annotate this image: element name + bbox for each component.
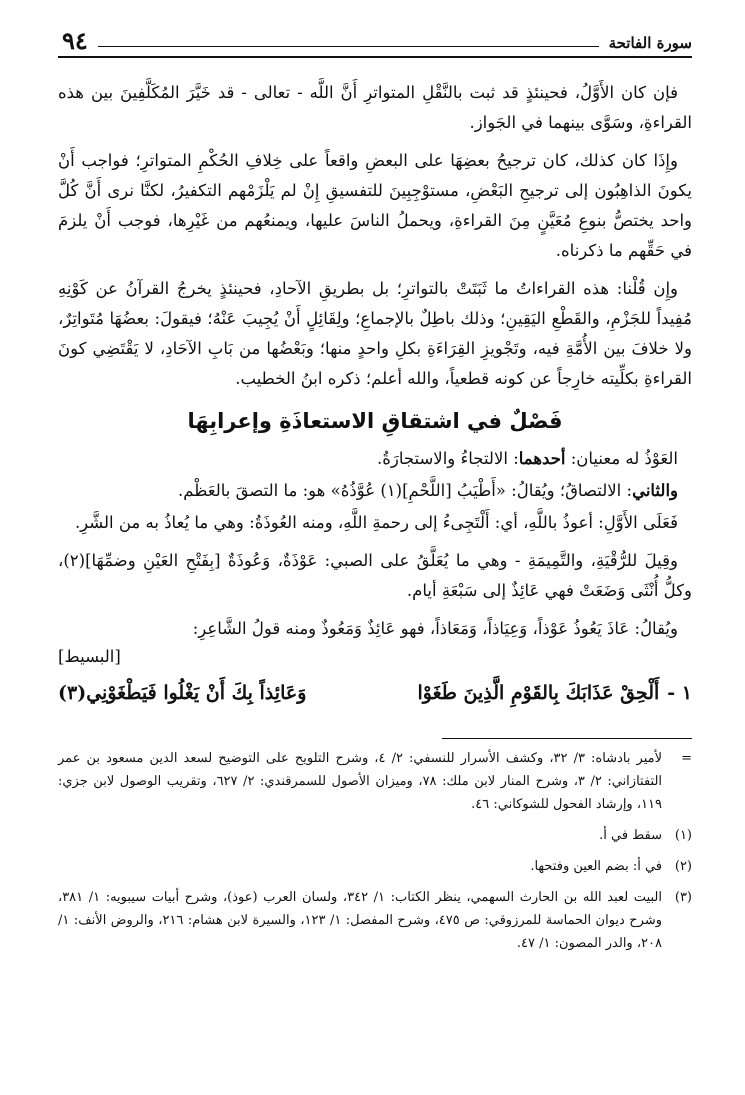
verse-hemistich-1: أَلْحِقْ عَذَابَكَ بِالقَوْمِ الَّذِينَ طَغَوْا [417,682,660,704]
footnote-marker: = [681,751,692,766]
footnote [58,886,692,955]
footnote-text: لأمير بادشاه: ٣/ ٣٢، وكشف الأسرار للنسفي: ٢/ ٤، وشرح التلويح على التوضيح لسعد الدين مسعود بن عمر التفتازاني: ٢/ ٣، وشرح المنار لابن ملك: ٧٨، وميزان الأصول للسمرقندي: ٢/ ٦٢٧، وتقريب الوصول لابن جزي: ١١٩، وإرشاد الفحول للشوكاني: ٤٦. [58,751,663,812]
footnote-text: في أ: بضم العين وفتحها. [530,859,662,874]
text-run: : الالتجاءُ والاستجارَةُ. [376,449,519,468]
surah-title: سورة الفاتحة [608,34,692,52]
footnote-marker: (٣) [674,890,692,905]
footnote-text: البيت لعبد الله بن الحارث السهمي، ينظر الكتاب: ١/ ٣٤٢، ولسان العرب (عوذ)، وشرح أبيات سيبويه: ١/ ٣٨١، وشرح ديوان الحماسة للمرزوقي: ص ٤٧٥، وشرح المفصل: ١/ ١٢٣، والسيرة لابن هشام: ٢١٦، والروض الأنف: ١/ ٢٠٨، والدر المصون: ١/ ٤٧. [58,890,663,951]
page-number: ٩٤ [62,26,88,55]
header-rule [98,46,599,47]
section-line [58,444,692,474]
bold-term: أحدهما [518,449,566,468]
section-line [58,476,692,506]
footnote [58,824,692,847]
paragraph: ويُقالُ: عَاذَ يَعُوذُ عَوْذاً، وَعِيَاذاً، وَمَعَاذاً، فهو عَائِذٌ وَمَعُوذٌ ومنه قولُ الشَّاعِرِ: [192,619,678,638]
bold-term: والثاني [632,481,678,500]
verse-hemistich-2: وَعَائِذاً بِكَ أَنْ يَغْلُوا فَيَطْغَوْنِي(٣) [57,682,307,704]
paragraph: وإِن قُلْنا: هذه القراءاتُ ما ثَبَتَتْ بالتواترِ؛ بل بطريقِ الآحادِ، فحينئذٍ يخرجُ القرآنُ عن كَوْنِهِ مُفِيداً للجَزْمِ، والقَطْعِ اليَقِينِ؛ وذلك باطِلٌ بالإجماعِ؛ ولِقَائِلٍ أَنْ يُجِيبَ عَنْهُ؛ فيقولَ: بعضُهَا مُتَواتِرٌ، ولا خلافَ بين الأُمَّةِ فيه، وتَجْويزِ القِرَاءَةِ بكلِ واحدٍ منها؛ وبَعْضُها من بَابِ الآحَادِ، لا يَقْتَضِي كونَ القراءةِ بكلِّيته خارِجاً عن كونه قطعياً، والله أعلم؛ ذكره ابنُ الخطيب. [58,279,692,388]
footnotes [58,747,692,955]
footnote-text: سقط في أ. [599,828,662,843]
section-title: فَصْلٌ في اشتقاقِ الاستعاذَةِ وإعرابِهَا [187,409,563,433]
poem-verse [58,676,692,710]
footnote-divider [442,738,692,739]
paragraph: فَعَلَى الأَوَّلِ: أعوذُ باللَّهِ، أي: أَلْتَجِىءُ إلى رحمةِ اللَّهِ، ومنه العُوذَةُ: وهي ما يُعاذُ به من الشَّرِ. [74,513,678,532]
text-run: : الالتصاقُ؛ ويُقالُ: «أَطْيَبُ [اللَّحْمِ](١) عُوَّذُهُ» هو: ما التصقَ بالعَظْم. [177,481,633,500]
paragraph: وقِيلَ للرُّقْيَةِ، والتَّمِيمَةِ - وهي ما يُعَلَّقُ على الصبي: عَوْذَةٌ، وَعُوذَةٌ [بِفَتْحِ العَيْنِ وضمِّهَا](٢)، وكلُّ أُنْثَى وَضَعَتْ فهي عَائِذٌ إلى سَبْعَةِ أيام. [58,551,692,600]
page-header [58,22,692,58]
paragraph: وإِذَا كان كذلك، كان ترجيحُ بعضِهَا على البعضِ واقعاً على خِلافِ الحُكْمِ المتواترِ؛ فواجب أَنْ يكونَ الذاهِبُون إلى ترجيحِ البَعْضِ، مستوْجِبِينَ للتفسيقِ إِنْ لم يَلْزَمْهم التكفيرُ، لكنَّا نرى أَنَّ كُلَّ واحد يختصُّ بنوعِ مُعَيَّنٍ مِنَ القراءةِ، ويحملُ الناسَ عليها، ويمنعُهم من غَيْرِها، فوجب أَنْ يلزمَ في حَقِّهم ما ذكرناه. [58,151,692,260]
verse-number: ١ - [667,682,692,704]
footnote [58,855,692,878]
poetic-meter: [البسيط] [58,647,121,666]
paragraph: فإن كان الأَوَّلُ، فحينئذٍ قد ثبت بالنَّقْلِ المتواترِ أَنَّ اللَّه - تعالى - قد خَيَّرَ المُكَلَّفِينَ بين هذه القراءةِ، وسَوَّى بينهما في الجَواز. [58,83,692,132]
text-run: العَوْذُ له معنيان: [565,449,678,468]
document-page [58,22,692,1082]
footnote-marker: (١) [674,828,692,843]
footnote [58,747,692,816]
main-text [58,58,692,955]
footnote-marker: (٢) [674,859,692,874]
